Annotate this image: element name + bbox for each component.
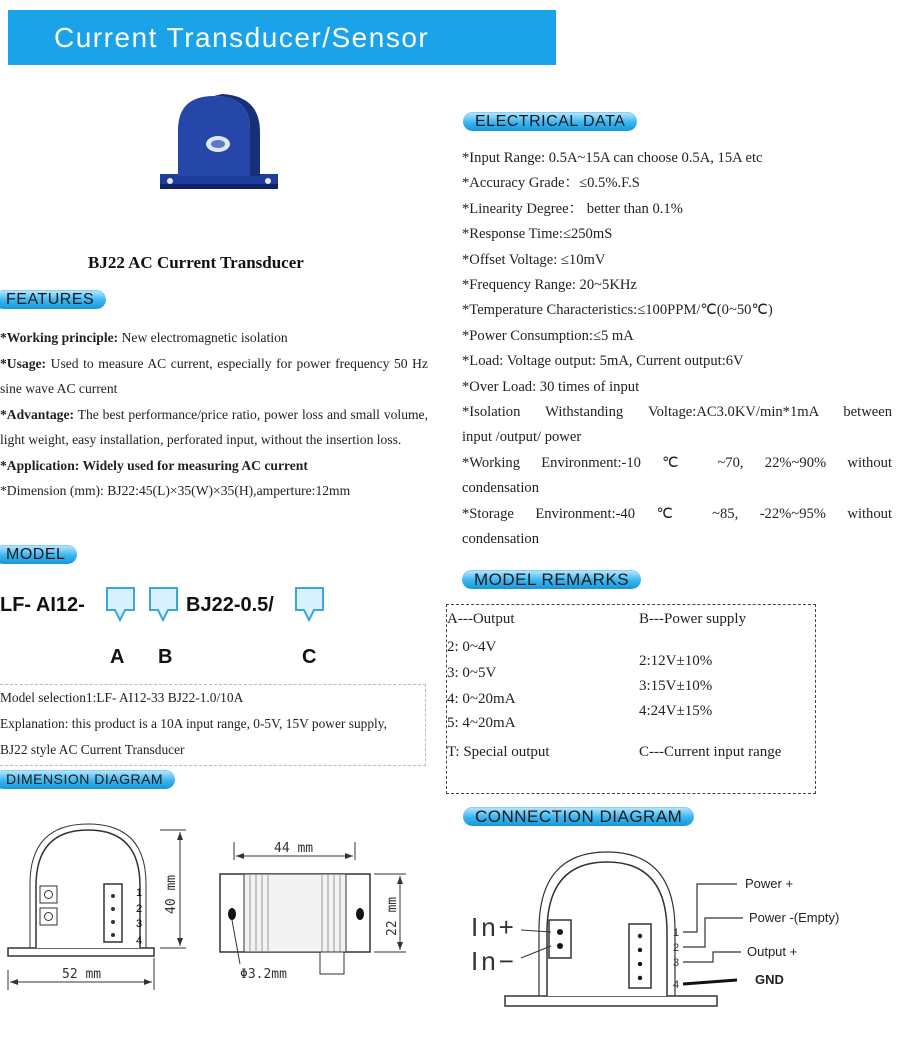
elec-input-range: *Input Range: 0.5A~15A can choose 0.5A, 15A etc <box>462 150 763 166</box>
elec-accuracy: *Accuracy Grade：≤0.5%.F.S <box>462 175 640 192</box>
dimension-side-view <box>210 838 420 988</box>
model-slot-a-icon <box>104 586 140 626</box>
model-letter-c: C <box>302 646 317 668</box>
elec-offset: *Offset Voltage: ≤10mV <box>462 251 606 268</box>
dim-pin-4: 4 <box>136 935 143 947</box>
conn-label-gnd: GND <box>755 972 784 987</box>
dimension-heading: DIMENSION DIAGRAM <box>0 770 175 789</box>
dim-pin-2: 2 <box>136 903 143 915</box>
remarks-a-item: 3: 0~5V <box>447 665 497 681</box>
elec-storage-env-1: *Storage Environment:-40 ℃ ~85, -22%~95% without <box>462 505 892 522</box>
features-heading: FEATURES <box>0 290 106 309</box>
elec-storage-env-2: condensation <box>462 531 540 548</box>
product-photo <box>150 92 290 202</box>
dim-depth-label: 22 mm <box>385 896 400 936</box>
conn-label-output-plus: Output + <box>747 944 798 959</box>
model-letter-a: A <box>110 646 125 668</box>
model-heading: MODEL <box>0 545 77 564</box>
feature-usage: *Usage: Used to measure AC current, especially for power frequency 50 Hz sine wave AC current <box>0 355 428 396</box>
conn-label-power-plus: Power + <box>745 876 794 891</box>
elec-isolation-1: *Isolation Withstanding Voltage:AC3.0KV/min*1mA between <box>462 404 892 421</box>
remarks-b-title: B---Power supply <box>639 611 747 627</box>
remarks-a-item: 2: 0~4V <box>447 639 497 655</box>
connection-diagram <box>465 840 875 1015</box>
model-selection-box <box>0 684 426 766</box>
electrical-heading: ELECTRICAL DATA <box>463 112 637 131</box>
remarks-heading: MODEL REMARKS <box>462 570 641 589</box>
elec-frequency: *Frequency Range: 20~5KHz <box>462 277 637 294</box>
elec-linearity: *Linearity Degree： better than 0.1% <box>462 200 683 217</box>
dim-height-label: 40 mm <box>164 874 179 914</box>
elec-response: *Response Time:≤250mS <box>462 226 613 243</box>
model-slot-b-icon <box>147 586 183 626</box>
remarks-box <box>446 604 816 794</box>
model-selection: Model selection1:LF- AI12-33 BJ22-1.0/10A <box>0 690 244 705</box>
dim-hole-label: Φ3.2mm <box>240 967 287 982</box>
model-code-prefix: LF- AI12- <box>0 594 85 616</box>
connection-in-minus: In− <box>471 946 517 976</box>
features-text <box>0 325 428 504</box>
feature-application: *Application: Widely used for measuring AC current <box>0 457 308 473</box>
remarks-b-item: 4:24V±15% <box>639 703 713 719</box>
model-letter-b: B <box>158 646 173 668</box>
model-code-mid: BJ22-0.5/ <box>186 594 274 616</box>
remarks-c-title: C---Current input range <box>639 744 782 760</box>
feature-advantage: *Advantage: The best performance/price ratio, power loss and small volume, light weight, easy installation, perforated input, without the insertion loss. <box>0 406 428 447</box>
feature-dimension: *Dimension (mm): BJ22:45(L)×35(W)×35(H),amperture:12mm <box>0 483 351 498</box>
banner-title: Current Transducer/Sensor <box>54 22 430 53</box>
dim-length-label: 44 mm <box>274 841 314 856</box>
conn-pin-1: 1 <box>673 927 680 939</box>
product-title: BJ22 AC Current Transducer <box>88 253 304 272</box>
remarks-a-special: T: Special output <box>447 744 550 760</box>
model-slot-c-icon <box>293 586 329 626</box>
conn-pin-2: 2 <box>673 942 680 954</box>
remarks-b-item: 2:12V±10% <box>639 653 713 669</box>
dimension-front-view <box>0 820 200 1000</box>
elec-working-env-2: condensation <box>462 480 540 497</box>
elec-overload: *Over Load: 30 times of input <box>462 378 640 395</box>
model-explanation-1: Explanation: this product is a 10A input range, 0-5V, 15V power supply, <box>0 716 387 731</box>
conn-pin-4: 4 <box>673 979 680 991</box>
elec-load: *Load: Voltage output: 5mA, Current output:6V <box>462 353 744 370</box>
elec-isolation-2: input /output/ power <box>462 429 582 446</box>
connection-heading: CONNECTION DIAGRAM <box>463 807 694 826</box>
electrical-list <box>462 146 892 553</box>
remarks-a-title: A---Output <box>447 611 515 627</box>
remarks-a-item: 5: 4~20mA <box>447 715 516 731</box>
dim-pin-1: 1 <box>136 887 143 899</box>
conn-pin-3: 3 <box>673 957 680 969</box>
model-explanation-2: BJ22 style AC Current Transducer <box>0 742 185 757</box>
conn-label-power-minus: Power -(Empty) <box>749 910 840 925</box>
dim-pin-3: 3 <box>136 918 143 930</box>
remarks-b-item: 3:15V±10% <box>639 678 713 694</box>
remarks-a-item: 4: 0~20mA <box>447 691 516 707</box>
dim-width-label: 52 mm <box>62 967 102 982</box>
elec-temperature: *Temperature Characteristics:≤100PPM/℃(0~50℃) <box>462 302 773 319</box>
elec-working-env-1: *Working Environment:-10 ℃ ~70, 22%~90% without <box>462 454 892 471</box>
elec-power: *Power Consumption:≤5 mA <box>462 327 634 344</box>
connection-in-plus: In+ <box>471 912 517 942</box>
feature-working: *Working principle: New electromagnetic isolation <box>0 330 288 345</box>
